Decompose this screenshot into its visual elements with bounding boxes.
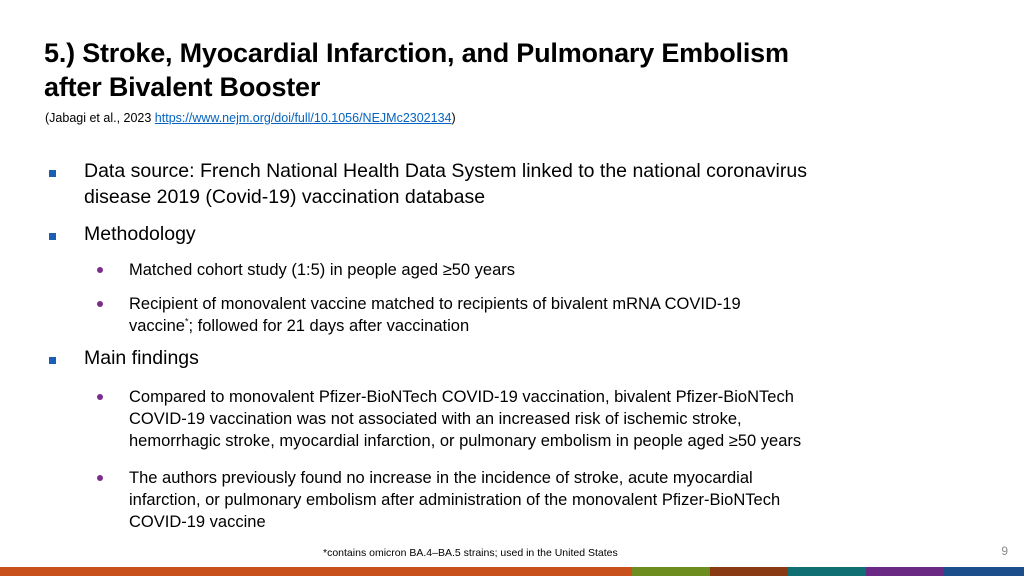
sub-bullet-matched-cohort xyxy=(129,259,989,281)
slide-title-line-2: after Bivalent Booster xyxy=(44,72,321,102)
bottom-color-bar xyxy=(0,567,1024,576)
bar-segment-blue xyxy=(944,567,1024,576)
bullet-data-source xyxy=(84,158,984,210)
page-number: 9 xyxy=(1001,544,1008,558)
sub-bullet-recipient xyxy=(129,293,989,337)
sub-bullet-matched-cohort-text: Matched cohort study (1:5) in people aged ≥50 years xyxy=(129,261,516,279)
bullet-main-findings-label: Main findings xyxy=(84,347,199,369)
citation-prefix: (Jabagi et al., 2023 xyxy=(45,111,155,125)
round-bullet-icon xyxy=(97,267,103,273)
citation-suffix: ) xyxy=(451,111,456,125)
bullet-methodology-label: Methodology xyxy=(84,223,196,245)
citation-link[interactable]: https://www.nejm.org/doi/full/10.1056/NEJMc2302134 xyxy=(154,111,452,125)
sub-bullet-previously xyxy=(129,467,989,533)
square-bullet-icon xyxy=(49,170,56,177)
sub-bullet-previously-line-3: COVID-19 vaccine xyxy=(129,513,266,531)
square-bullet-icon xyxy=(49,357,56,364)
sub-bullet-recipient-followed: ; followed for 21 days after vaccination xyxy=(188,317,470,335)
square-bullet-icon xyxy=(49,233,56,240)
sub-bullet-compared-line-1: Compared to monovalent Pfizer-BioNTech COVID-19 vaccination, bivalent Pfizer-BioNTech xyxy=(129,388,794,406)
sub-bullet-compared-line-3: hemorrhagic stroke, myocardial infarction, or pulmonary embolism in people aged ≥50 years xyxy=(129,432,802,450)
bullet-data-source-line-1: Data source: French National Health Data System linked to the national coronavirus xyxy=(84,160,807,182)
bullet-methodology xyxy=(84,221,984,247)
bar-segment-purple xyxy=(866,567,944,576)
footnote: *contains omicron BA.4–BA.5 strains; used in the United States xyxy=(323,547,618,559)
round-bullet-icon xyxy=(97,301,103,307)
bullet-main-findings xyxy=(84,345,984,371)
round-bullet-icon xyxy=(97,475,103,481)
round-bullet-icon xyxy=(97,394,103,400)
bullet-data-source-line-2: disease 2019 (Covid-19) vaccination database xyxy=(84,186,486,208)
sub-bullet-recipient-line-1: Recipient of monovalent vaccine matched to recipients of bivalent mRNA COVID-19 xyxy=(129,295,741,313)
bar-segment-teal xyxy=(788,567,866,576)
bar-segment-olive xyxy=(632,567,710,576)
sub-bullet-compared xyxy=(129,386,989,452)
sub-bullet-recipient-line-2 xyxy=(129,315,989,337)
sub-bullet-previously-line-2: infarction, or pulmonary embolism after administration of the monovalent Pfizer-BioNTech xyxy=(129,491,781,509)
sub-bullet-recipient-vaccine: vaccine xyxy=(129,317,185,335)
bar-segment-orange xyxy=(0,567,632,576)
sub-bullet-compared-line-2: COVID-19 vaccination was not associated with an increased risk of ischemic stroke, xyxy=(129,410,742,428)
bar-segment-brown xyxy=(710,567,788,576)
footnote-marker: * xyxy=(184,316,189,327)
slide-title-line-1: 5.) Stroke, Myocardial Infarction, and Pulmonary Embolism xyxy=(44,38,789,68)
sub-bullet-previously-line-1: The authors previously found no increase in the incidence of stroke, acute myocardial xyxy=(129,469,753,487)
